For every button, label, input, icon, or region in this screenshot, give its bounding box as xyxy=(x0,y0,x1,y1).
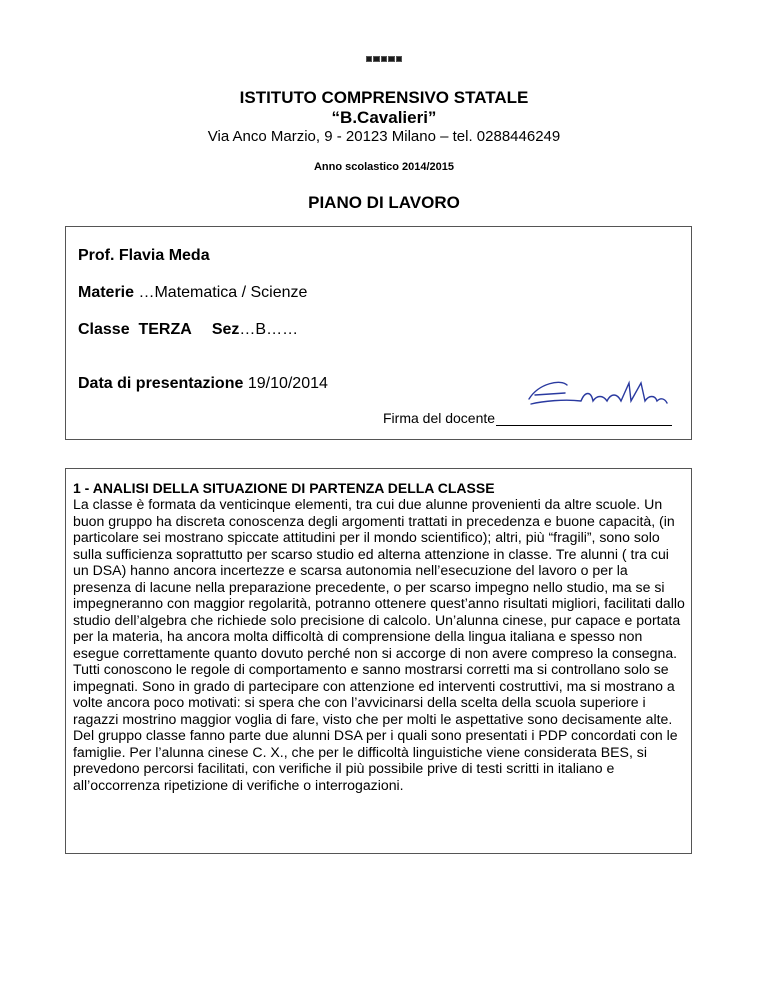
signature-line xyxy=(383,410,672,426)
paragraph-behavior: Tutti conoscono le regole di comportamento e sanno mostrarsi corretti ma si controllano solo se impegnati. Sono in grado di partecipare con attenzione ed interventi costruttivi, ma si mostrano a volte ancora poco motivati: si spera che con l’avvicinarsi della scelta della scuola superiore i ragazzi mostrino maggior voglia di fare, visto che per molti le aspettative sono decisamente alte. xyxy=(73,661,675,727)
class-row xyxy=(78,321,298,339)
subjects-row xyxy=(78,284,307,302)
paragraph-class-composition: La classe è formata da venticinque elementi, tra cui due alunne provenienti da altre scuole. Un buon gruppo ha discreta conoscenza degli argomenti trattati in precedenza e buone capacità, (in particolare sei mostrano spiccate attitudini per il mondo scientifico); altri, più “fragili”, sono solo sulla sufficienza soprattutto per scarso studio ed alterna attenzione in classe. Tre alunni ( tra cui un DSA) hanno ancora incertezze e scarsa autonomia nell’esecuzione del lavoro o per la presenza di lacune nella preparazione precedente, o per scarso impegno nello studio, ma se si impegneranno con maggior regolarità, potranno ottenere quest’anno risultati migliori, facilitati dallo studio dell’algebra che richiede solo precisione di calcolo. Un’alunna cinese, pur capace e portata per la materia, ha ancora molta difficoltà di comprensione della lingua italiana e spesso non esegue correttamente quanto dovuto perché non si accorge di non avere compreso la consegna. xyxy=(73,496,685,661)
presentation-date-row xyxy=(78,375,328,393)
signature-label: Firma del docente xyxy=(383,410,496,426)
class-analysis-box xyxy=(65,468,692,854)
date-label: Data di presentazione xyxy=(78,375,244,392)
school-address: Via Anco Marzio, 9 - 20123 Milano – tel. 0288446249 xyxy=(207,128,561,145)
teacher-info-box xyxy=(65,226,692,440)
subjects-label: Materie xyxy=(78,284,135,301)
school-year: Anno scolastico 2014/2015 xyxy=(313,161,454,173)
section-label: Sez xyxy=(211,321,240,338)
school-heading: ISTITUTO COMPRENSIVO STATALE xyxy=(239,88,529,107)
date-value: 19/10/2014 xyxy=(243,375,328,392)
subjects-value: …Matematica / Scienze xyxy=(134,284,308,301)
teacher-name: Prof. Flavia Meda xyxy=(78,247,210,264)
signature-underline xyxy=(496,411,672,426)
document-title: PIANO DI LAVORO xyxy=(308,193,460,212)
section-title: 1 - ANALISI DELLA SITUAZIONE DI PARTENZA DELLA CLASSE xyxy=(73,480,495,496)
section-value: …B…… xyxy=(239,321,299,338)
class-label: Classe TERZA xyxy=(78,321,192,338)
school-logo xyxy=(366,56,402,62)
paragraph-special-needs: Del gruppo classe fanno parte due alunni DSA per i quali sono presentati i PDP concordati con le famiglie. Per l’alunna cinese C. X., che per le difficoltà linguistiche viene considerata BES, si prevedono percorsi facilitati, con verifiche il più possibile prive di testi scritti in italiano e all’occorrenza ripetizione di verifiche o interrogazioni. xyxy=(73,727,678,793)
school-name: “B.Cavalieri” xyxy=(331,108,437,127)
